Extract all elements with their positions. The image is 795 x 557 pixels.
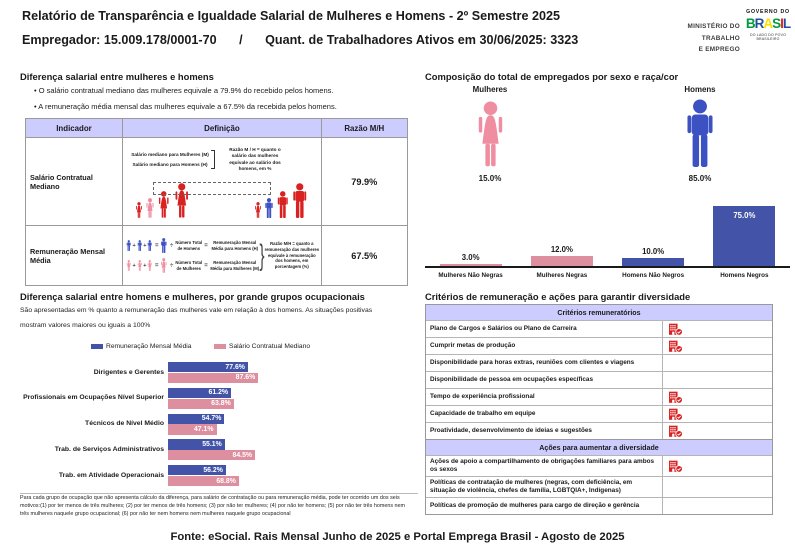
criteria-adopted-cell <box>662 355 772 371</box>
bracket-shape <box>211 150 215 169</box>
occ-bar: 77.6% <box>168 362 248 372</box>
bar-0 <box>440 264 502 266</box>
active-workers: Quant. de Trabalhadores Ativos em 30/06/2025: 3323 <box>265 33 579 47</box>
person-icon <box>137 240 143 251</box>
person-icon <box>683 99 717 167</box>
person-icon <box>160 238 168 253</box>
criteria-row: Políticas de promoção de mulheres para cargo de direção e gerência <box>426 497 772 514</box>
bar-category-0: Mulheres Não Negras <box>438 272 503 279</box>
bar-category-2: Homens Não Negros <box>622 272 685 279</box>
employer-id: Empregador: 15.009.178/0001-70 <box>22 33 217 47</box>
x-axis <box>425 266 790 268</box>
person-icon <box>157 191 171 218</box>
legend-swatch-pink <box>214 344 226 349</box>
occ-bar: 56.2% <box>168 465 226 475</box>
people-diagram <box>123 174 321 220</box>
brace-shape: } <box>259 238 265 272</box>
pct-mulheres: 15.0% <box>478 174 502 183</box>
criteria-row: Disponibilidade para horas extras, reuniões com clientes e viagens <box>426 354 772 371</box>
brasil-logo-icon: B R A S I L <box>745 15 791 31</box>
criteria-row: Plano de Cargos e Salários ou Plano de Carreira <box>426 320 772 337</box>
label-homens: Homens <box>684 85 716 94</box>
comp-group-men <box>635 85 765 183</box>
criteria-row: Proatividade, desenvolvimento de ideias e sugestões <box>426 422 772 439</box>
criteria-adopted-cell <box>662 389 772 405</box>
criteria-adopted-cell <box>662 498 772 514</box>
occ-category-4: Trab. em Atividade Operacionais <box>58 471 164 479</box>
occ-bar: 54.7% <box>168 414 224 424</box>
bullet-mean-salary: • A remuneração média mensal das mulheres equivale a 67.5% da recebida pelos homens. <box>34 102 337 111</box>
women-formula-row: + + = ÷ Número Total de Mulheres = Remuneração Mensal Média para Mulheres (M) <box>126 258 260 273</box>
bar-category-3: Homens Negros <box>720 272 769 279</box>
legend-swatch-blue <box>91 344 103 349</box>
occ-desc-line1: São apresentadas em % quanto a remuneração das mulheres vale em relação à dos homens. As situações positivas <box>20 307 373 314</box>
col-header-indicador: Indicador <box>26 119 123 138</box>
source-footer: Fonte: eSocial. Rais Mensal Junho de 2025 e Portal Emprega Brasil - Agosto de 2025 <box>170 531 625 543</box>
gov-brasil-logo: GOVERNO DO B R A S I L DO LADO DO POVO BRASILEIRO <box>745 9 791 41</box>
person-icon <box>160 258 168 273</box>
bar-2 <box>622 258 684 266</box>
definition-median-salary: Salário mediano para Mulheres (M) Salário mediano para Homens (H) Razão M / H = quanto o salário das mulheres equivale ao salário dos homens, em % <box>123 138 322 226</box>
occ-category-1: Profissionais em Ocupações Nível Superior <box>23 394 164 402</box>
section-title-comp: Composição do total de empregados por sexo e raça/cor <box>425 71 679 82</box>
criteria-section-header: Critérios remuneratórios <box>426 305 772 320</box>
person-icon <box>474 101 507 167</box>
man-icon <box>635 97 765 167</box>
person-icon <box>254 202 262 218</box>
occ-category-0: Dirigentes e Gerentes <box>93 368 164 376</box>
section-title-criteria: Critérios de remuneração e ações para garantir diversidade <box>425 291 691 302</box>
occ-desc-line2: mostram valores maiores ou iguais a 100% <box>20 322 151 329</box>
occ-bar: 63.8% <box>168 399 234 409</box>
indicator-table <box>25 118 408 286</box>
comp-group-women <box>425 85 555 183</box>
page-title: Relatório de Transparência e Igualdade Salarial de Mulheres e Homens - 2º Semestre 2025 <box>22 9 560 23</box>
criteria-adopted-cell <box>662 423 772 439</box>
person-icon <box>126 240 132 251</box>
composition-bar-chart: 3.0% Mulheres Não Negras 12.0% Mulheres Negras 10.0% Homens Não Negros 75.0% Homens Negros <box>425 200 790 292</box>
occ-bar: 68.8% <box>168 476 239 486</box>
legend-remuneracao: Remuneração Mensal Média <box>91 343 192 350</box>
ratio-mean: 67.5% <box>321 226 407 286</box>
person-icon <box>291 183 309 218</box>
indicator-mean-salary: Remuneração Mensal Média <box>26 226 123 286</box>
person-icon <box>137 260 143 271</box>
section-title-diff: Diferença salarial entre mulheres e homens <box>20 71 214 82</box>
indicator-median-salary: Salário Contratual Mediano <box>26 138 123 226</box>
bar-1 <box>531 256 593 266</box>
criteria-table <box>425 304 773 515</box>
criteria-adopted-cell <box>662 321 772 337</box>
criteria-adopted-cell <box>662 477 772 497</box>
person-icon <box>147 240 153 251</box>
criteria-section-header: Ações para aumentar a diversidade <box>426 439 772 455</box>
criteria-adopted-cell <box>662 456 772 476</box>
col-header-definicao: Definição <box>123 119 322 138</box>
occ-bar: 55.1% <box>168 439 225 449</box>
definition-mean-salary: + + = ÷ Número Total de Homens = Remuneração Mensal Média para Homens (H) + + = ÷ Número Total de Mulheres = Remuneração Mensal Média para Mulheres (M) } Razão M/H = quanto a remuneração das mulheres equivale à remuneração dos homens, em porcentagem (%) <box>123 226 322 286</box>
person-icon <box>126 260 132 271</box>
ratio-median: 79.9% <box>321 138 407 226</box>
occ-bar: 84.5% <box>168 450 255 460</box>
woman-icon <box>425 97 555 167</box>
building-check-icon <box>668 322 683 336</box>
criteria-adopted-cell <box>662 372 772 388</box>
person-icon <box>145 198 155 218</box>
occ-bar: 61.2% <box>168 388 231 398</box>
occ-category-2: Técnicos de Nível Médio <box>85 420 164 428</box>
occupational-bar-chart <box>20 362 418 494</box>
occ-footnote: Para cada grupo de ocupação que não apresenta cálculo da diferença, para salário de contratação ou para remuneração média, pode ter ocorrido um dos seis motivos:(1) por ter menos de três mulheres; (2) por ter menos de três homens; (3) por não ter mulheres; (4) por não ter homens; (5) por não ter três homens nem três mulheres naquele grupo ocupacional; (6) por não ter nem homens nem mulheres naquele grupo ocupacional <box>20 495 405 518</box>
subtitle-separator: / <box>239 33 243 47</box>
legend-salario: Salário Contratual Mediano <box>214 343 310 350</box>
pct-homens: 85.0% <box>688 174 712 183</box>
section-title-occ: Diferença salarial entre homens e mulheres, por grande grupos ocupacionais <box>20 291 365 302</box>
occ-bar: 87.6% <box>168 373 258 383</box>
criteria-row: Ações de apoio a compartilhamento de obrigações familiares para ambos os sexos <box>426 455 772 476</box>
men-formula-row: + + = ÷ Número Total de Homens = Remuneração Mensal Média para Homens (H) <box>126 238 260 253</box>
bullet-median-salary: • O salário contratual mediano das mulheres equivale a 79.9% do recebido pelos homens. <box>34 86 333 95</box>
page-subtitle <box>22 33 578 47</box>
criteria-row: Disponibilidade de pessoa em ocupações específicas <box>426 371 772 388</box>
person-icon <box>135 202 143 218</box>
building-check-icon <box>668 339 683 353</box>
bar-category-1: Mulheres Negras <box>536 272 588 279</box>
criteria-row: Cumprir metas de produção <box>426 337 772 354</box>
criteria-adopted-cell <box>662 338 772 354</box>
criteria-row: Capacidade de trabalho em equipe <box>426 405 772 422</box>
criteria-adopted-cell <box>662 406 772 422</box>
building-check-icon <box>668 407 683 421</box>
building-check-icon <box>668 390 683 404</box>
ministry-wordmark: MINISTÉRIO DO TRABALHO E EMPREGO <box>687 23 740 54</box>
person-icon <box>147 260 153 271</box>
col-header-razao: Razão M/H <box>321 119 407 138</box>
criteria-row: Tempo de experiência profissional <box>426 388 772 405</box>
occ-category-3: Trab. de Serviços Administrativos <box>54 446 164 454</box>
label-mulheres: Mulheres <box>472 85 508 94</box>
person-icon <box>276 191 290 218</box>
dashed-comparison-box <box>153 182 271 195</box>
occ-bar: 47.1% <box>168 424 217 434</box>
building-check-icon <box>668 459 683 473</box>
person-icon <box>264 198 274 218</box>
building-check-icon <box>668 424 683 438</box>
criteria-row: Políticas de contratação de mulheres (negras, com deficiência, em situação de violência, chefes de família, LGBTQIA+, Indígenas) <box>426 476 772 497</box>
